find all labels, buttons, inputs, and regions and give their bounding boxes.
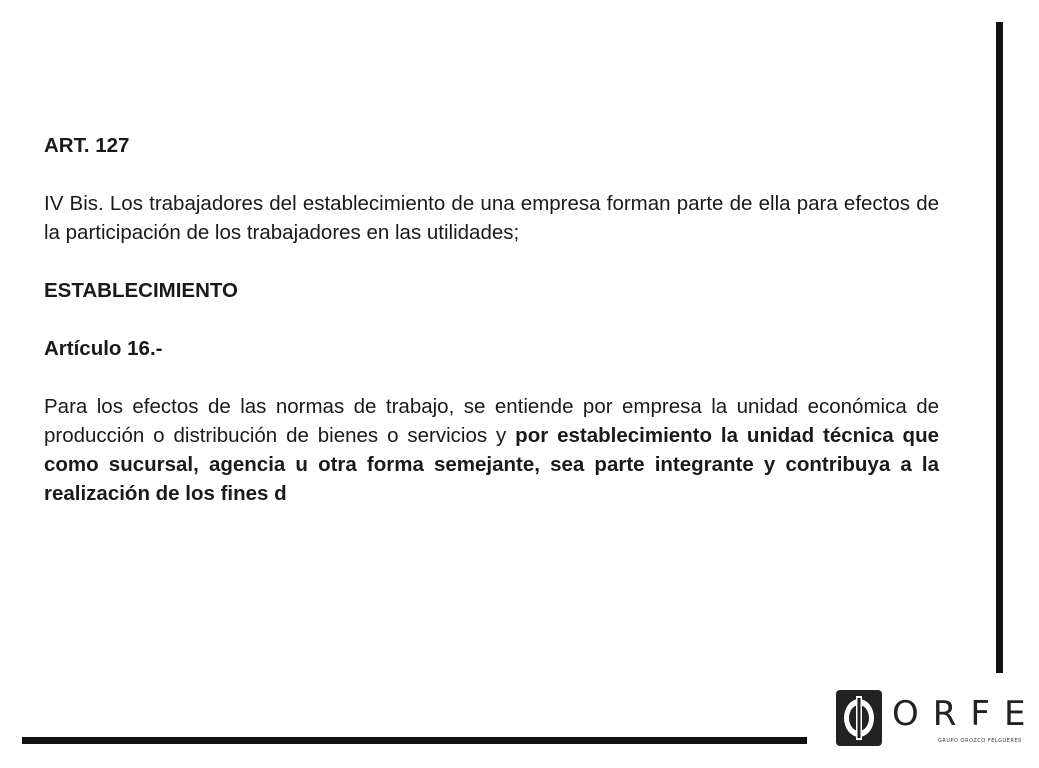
- bottom-horizontal-rule: [22, 737, 807, 744]
- right-vertical-rule: [996, 22, 1003, 673]
- slide-body: [44, 131, 939, 508]
- phi-emblem-icon: [836, 690, 882, 746]
- article-paragraph-bold: por establecimiento la unidad técnica que como sucursal, agencia u otra forma semejante, sea parte integrante y contribuya a la realización de los fines d: [44, 424, 939, 505]
- spacer: [44, 363, 939, 392]
- article-heading: Artículo 16.-: [44, 337, 163, 360]
- logo-wordmark: ORFE: [892, 694, 1039, 734]
- art-paragraph: IV Bis. Los trabajadores del establecimiento de una empresa forman parte de ella para efectos de la participación de los trabajadores en las utilidades;: [44, 192, 939, 244]
- spacer: [44, 247, 939, 276]
- section-heading: ESTABLECIMIENTO: [44, 279, 238, 302]
- logo-tagline: GRUPO OROZCO FELGUERES: [938, 738, 1022, 744]
- art-heading: ART. 127: [44, 134, 130, 157]
- orfe-logo: [836, 690, 1039, 750]
- article-paragraph-regular: Para los efectos de las normas de trabajo, se entiende por empresa la unidad económica de producción o distribución de bienes o servicios y: [44, 395, 939, 447]
- article-paragraph: [44, 392, 939, 508]
- spacer: [44, 160, 939, 189]
- spacer: [44, 305, 939, 334]
